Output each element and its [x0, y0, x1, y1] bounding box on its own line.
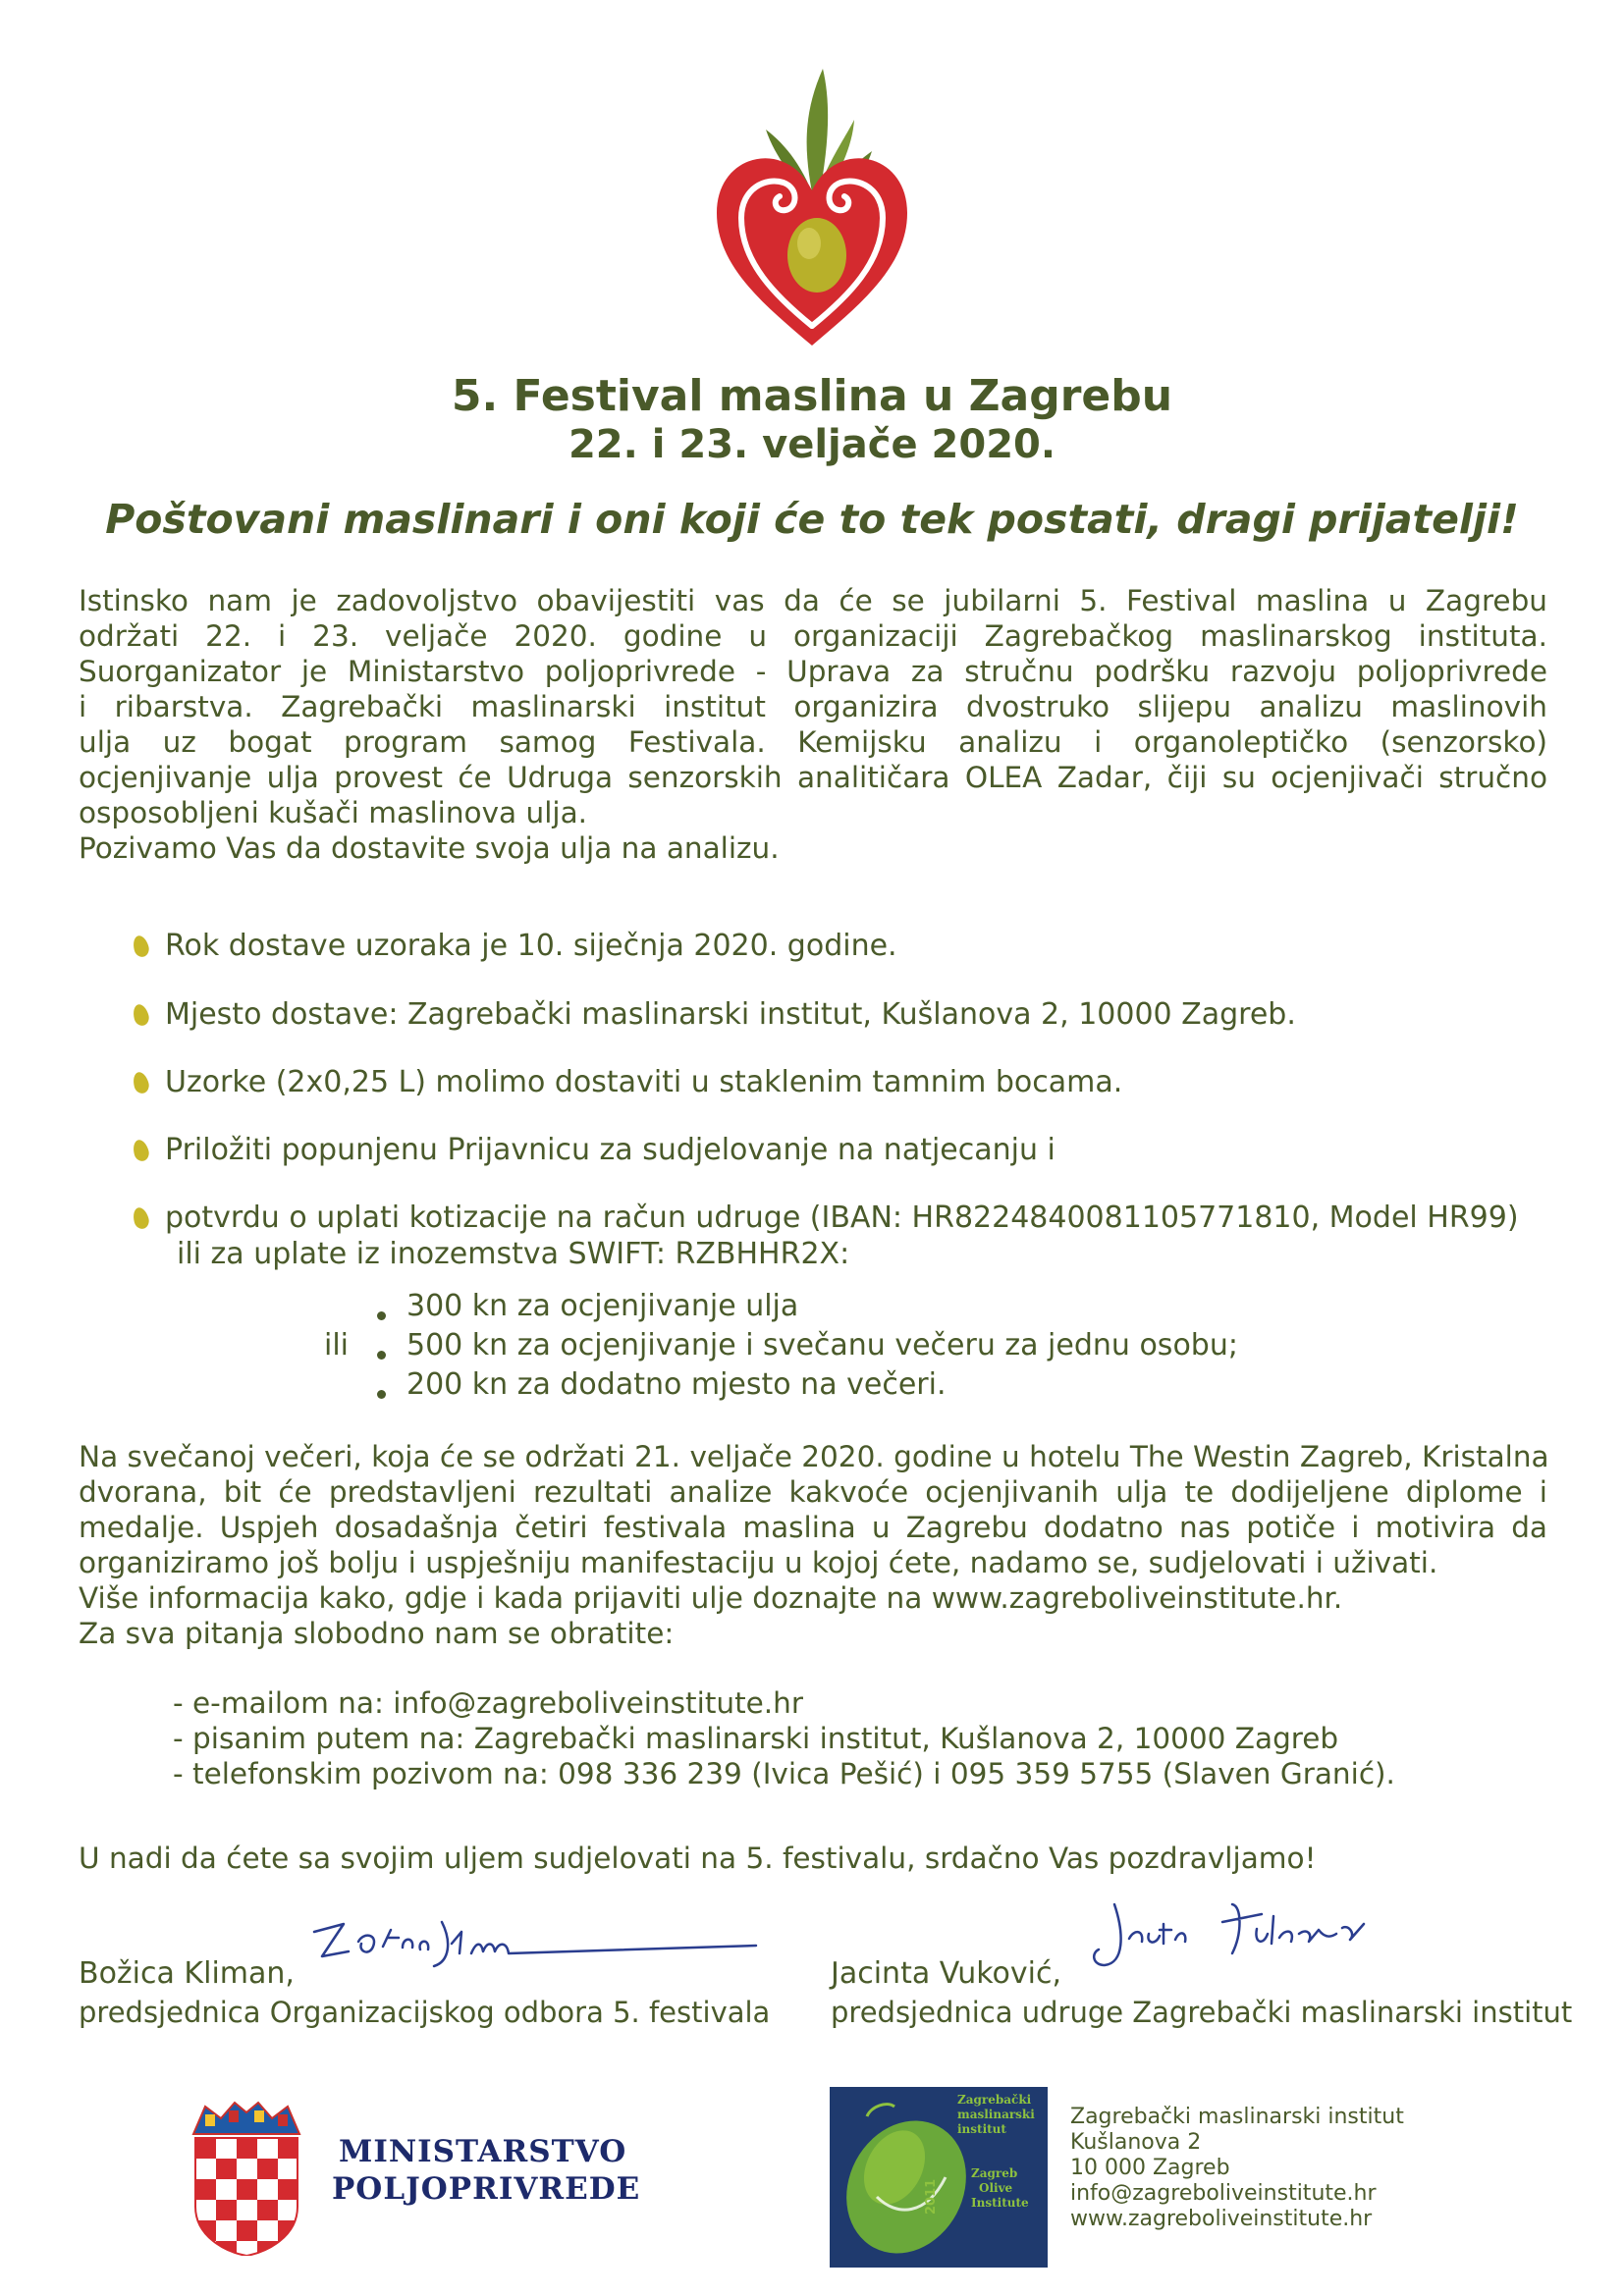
ministry-name-line2: POLJOPRIVREDE	[332, 2171, 641, 2207]
olive-bullet-icon	[131, 1070, 150, 1095]
fee-bullet	[377, 1390, 386, 1399]
fee-bullet	[377, 1351, 386, 1360]
intro-line: Istinsko nam je zadovoljstvo obavijestiti vas da će se jubilarni 5. Festival maslina u Zagrebu	[79, 584, 1547, 617]
bullet-item	[137, 929, 897, 963]
dinner-line: dvorana, bit će predstavljeni rezultati analize kakvoće ocjenjivanih ulja te dodijeljene diplome i	[79, 1475, 1547, 1509]
institute-city: 10 000 Zagreb	[1070, 2156, 1230, 2180]
fee-item: 300 kn za ocjenjivanje ulja	[406, 1289, 799, 1323]
bullet-text: Rok dostave uzoraka je 10. siječnja 2020. godine.	[165, 929, 897, 963]
institute-logo-year: 2011	[924, 2178, 939, 2215]
bullet-item	[137, 1201, 1519, 1235]
intro-line: Pozivamo Vas da dostavite svoja ulja na analizu.	[79, 831, 780, 865]
contact-phone: - telefonskim pozivom na: 098 336 239 (Ivica Pešić) i 095 359 5755 (Slaven Granić).	[173, 1757, 1395, 1790]
signature-name: Jacinta Vuković,	[831, 1956, 1062, 1991]
institute-website: www.zagreboliveinstitute.hr	[1070, 2207, 1373, 2231]
intro-paragraph	[79, 583, 1547, 866]
intro-line: ocjenjivanje ulja provest će Udruga senzorskih analitičara OLEA Zadar, čiji su ocjenjivači stručno	[79, 761, 1547, 794]
dinner-line: organiziramo još bolju i uspješniju manifestaciju u kojoj ćete, nadamo se, sudjelovati i uživati.	[79, 1546, 1438, 1579]
contact-post: - pisanim putem na: Zagrebački maslinarski institut, Kušlanova 2, 10000 Zagreb	[173, 1722, 1339, 1755]
signature-role: predsjednica Organizacijskog odbora 5. festivala	[79, 1996, 771, 2029]
olive-icon	[787, 218, 846, 293]
signature-vukovic	[1085, 1895, 1458, 1973]
bullet-item	[137, 997, 1296, 1032]
bullet-item	[137, 1065, 1123, 1099]
signature-name: Božica Kliman,	[79, 1956, 295, 1991]
dinner-line: medalje. Uspjeh dosadašnja četiri festivala maslina u Zagrebu dodatno nas potiče i motivira da	[79, 1511, 1547, 1544]
closing-line: U nadi da ćete sa svojim uljem sudjelovati na 5. festivalu, srdačno Vas pozdravljamo!	[79, 1842, 1317, 1875]
intro-line: i ribarstva. Zagrebački maslinarski institut organizira dvostruko slijepu analizu maslinovih	[79, 690, 1547, 723]
fee-item: 200 kn za dodatno mjesto na večeri.	[406, 1367, 947, 1402]
institute-street: Kušlanova 2	[1070, 2130, 1202, 2155]
institute-name: Zagrebački maslinarski institut	[1070, 2105, 1404, 2129]
fee-bullet	[377, 1311, 386, 1320]
festival-heart-logo	[707, 61, 917, 355]
olive-bullet-icon	[131, 1138, 150, 1162]
intro-line: ulja uz bogat program samog Festivala. Kemijsku analizu i organoleptičko (senzorsko)	[79, 725, 1547, 759]
ministry-name-line1: MINISTARSTVO	[339, 2134, 627, 2169]
olive-bullet-icon	[131, 1002, 150, 1027]
bullet-text: Mjesto dostave: Zagrebački maslinarski institut, Kušlanova 2, 10000 Zagreb.	[165, 997, 1296, 1032]
institute-logo	[830, 2087, 1048, 2268]
signature-kliman	[304, 1912, 766, 1981]
institute-email: info@zagreboliveinstitute.hr	[1070, 2181, 1377, 2206]
fees-or-label: ili	[324, 1328, 350, 1362]
greeting: Poštovani maslinari i oni koji će to tek postati, dragi prijatelji!	[105, 496, 1519, 543]
dinner-line: Na svečanoj večeri, koja će se održati 21. veljače 2020. godine u hotelu The Westin Zagreb, Kristalna	[79, 1440, 1549, 1473]
dinner-paragraph	[79, 1439, 1547, 1651]
fee-item: 500 kn za ocjenjivanje i svečanu večeru za jednu osobu;	[406, 1328, 1238, 1362]
olive-bullet-icon	[131, 934, 150, 958]
intro-line: održati 22. i 23. veljače 2020. godine u organizaciji Zagrebačkog maslinarskog instituta.	[79, 619, 1547, 653]
signature-role: predsjednica udruge Zagrebački maslinarski institut	[831, 1996, 1573, 2029]
institute-info	[1070, 2105, 1404, 2232]
dinner-line: Za sva pitanja slobodno nam se obratite:	[79, 1617, 675, 1650]
bullet-item	[137, 1133, 1056, 1167]
festival-date: 22. i 23. veljače 2020.	[568, 422, 1056, 467]
crown-icon	[193, 2103, 299, 2134]
bullet-text: Uzorke (2x0,25 L) molimo dostaviti u staklenim tamnim bocama.	[165, 1065, 1123, 1099]
bullet-continuation: ili za uplate iz inozemstva SWIFT: RZBHHR2X:	[177, 1237, 850, 1271]
page-title: 5. Festival maslina u Zagrebu	[451, 371, 1173, 421]
institute-logo-text: Zagrebački maslinarski institut Zagreb Olive Institute	[957, 2093, 1035, 2210]
bullet-text: Priložiti popunjenu Prijavnicu za sudjelovanje na natjecanju i	[165, 1133, 1056, 1167]
dinner-line: Više informacija kako, gdje i kada prijaviti ulje doznajte na www.zagreboliveinstitute.hr.	[79, 1581, 1343, 1615]
intro-line: Suorganizator je Ministarstvo poljoprivrede - Uprava za stručnu podršku razvoju poljoprivrede	[79, 655, 1547, 688]
contact-email: - e-mailom na: info@zagreboliveinstitute.hr	[173, 1686, 803, 1720]
bullet-text: potvrdu o uplati kotizacije na račun udruge (IBAN: HR8224840081105771810, Model HR99)	[165, 1201, 1519, 1235]
olive-bullet-icon	[131, 1205, 150, 1230]
intro-line: osposobljeni kušači maslinova ulja.	[79, 796, 588, 829]
croatia-coat-of-arms-icon	[189, 2099, 303, 2256]
